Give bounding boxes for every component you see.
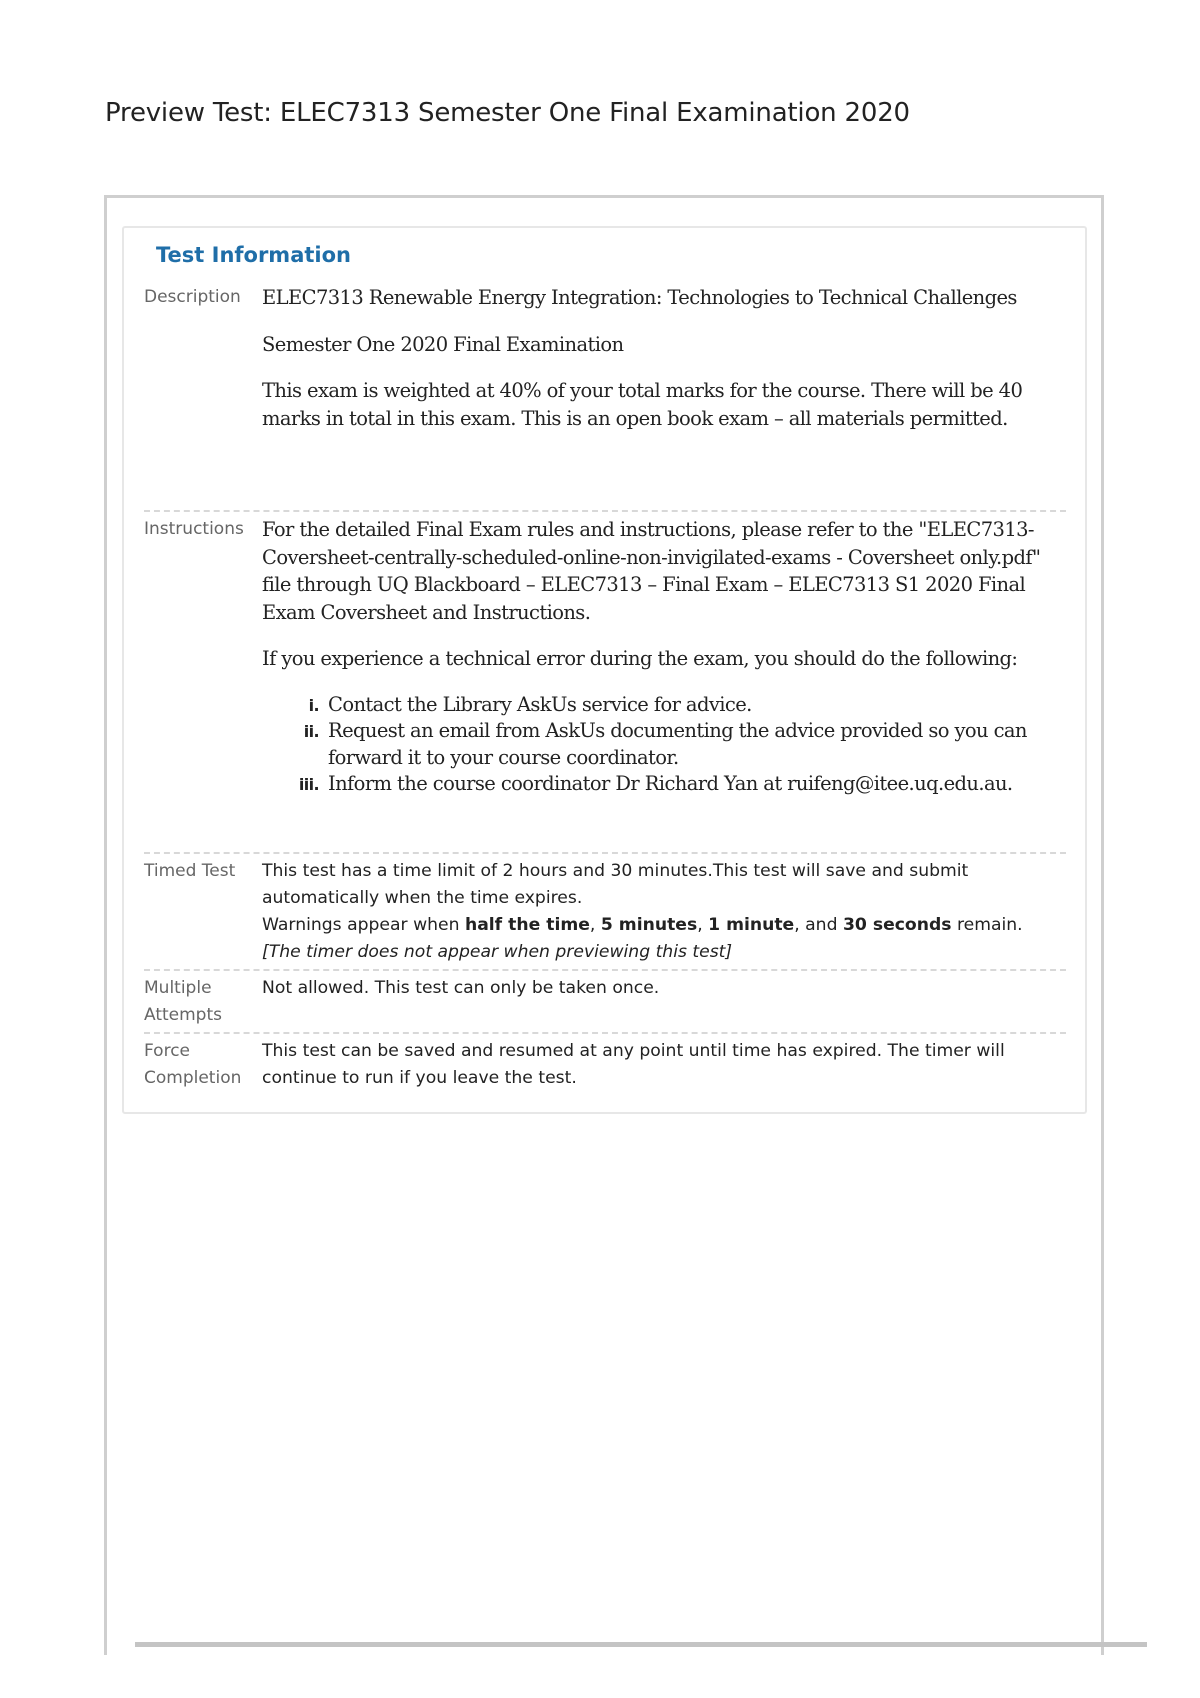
multiple-attempts-label: Multiple Attempts	[144, 978, 222, 1025]
timer-preview-note	[262, 939, 1062, 966]
warning-5-minutes: 5 minutes	[600, 915, 698, 935]
instructions-steps-list	[262, 692, 1062, 798]
warnings-prefix: Warnings appear when	[262, 915, 465, 935]
description-content	[262, 284, 1062, 451]
timed-test-label: Timed Test	[144, 861, 236, 881]
force-completion-text: This test can be saved and resumed at any point until time has expired. The timer will continue to run if you leave the test.	[262, 1041, 1005, 1088]
warning-30-seconds: 30 seconds	[842, 915, 952, 935]
warning-1-minute: 1 minute	[708, 915, 795, 935]
row-divider	[144, 969, 1066, 971]
multiple-attempts-text: Not allowed. This test can only be taken once.	[262, 978, 660, 998]
description-exam-name: Semester One 2020 Final Examination	[262, 332, 624, 356]
instructions-rules-paragraph: For the detailed Final Exam rules and instructions, please refer to the "ELEC7313-Coversheet-centrally-scheduled-online-non-invigilated-exams - Coversheet only.pdf" file through UQ Blackboard – ELEC7313 – Final Exam – ELEC7313 S1 2020 Final Exam Coversheet and Instructions.	[262, 518, 1041, 624]
list-item: ii. Request an email from AskUs documenting the advice provided so you can forward it to your course coordinator.	[324, 718, 1062, 771]
warnings-separator: ,	[589, 915, 601, 935]
page-title: Preview Test: ELEC7313 Semester One Final Examination 2020	[105, 98, 910, 128]
instructions-label: Instructions	[144, 519, 244, 539]
warnings-text	[262, 912, 1062, 939]
warning-half-time: half the time	[464, 915, 590, 935]
row-divider	[144, 1032, 1066, 1034]
warnings-separator: ,	[697, 915, 709, 935]
row-divider	[144, 852, 1066, 854]
test-information-heading: Test Information	[156, 243, 351, 267]
row-divider	[144, 510, 1066, 512]
description-label: Description	[144, 287, 241, 307]
instructions-content	[262, 516, 1062, 798]
force-completion-label: Force Completion	[144, 1041, 242, 1088]
time-limit-text: This test has a time limit of 2 hours and 30 minutes.This test will save and submit automatically when the time expires.	[262, 861, 969, 908]
timed-test-content	[262, 858, 1062, 966]
list-item: i. Contact the Library AskUs service for advice.	[324, 692, 1062, 719]
horizontal-scrollbar[interactable]	[135, 1642, 1147, 1647]
warnings-separator: , and	[794, 915, 843, 935]
timer-preview-note-text: [The timer does not appear when previewing this test]	[262, 942, 733, 962]
list-item: iii. Inform the course coordinator Dr Richard Yan at ruifeng@itee.uq.edu.au.	[324, 771, 1062, 798]
description-course-title: ELEC7313 Renewable Energy Integration: Technologies to Technical Challenges	[262, 286, 1017, 309]
warnings-suffix: remain.	[951, 915, 1023, 935]
description-weighting: This exam is weighted at 40% of your total marks for the course. There will be 40 marks in total in this exam. This is an open book exam – all materials permitted.	[262, 379, 1023, 430]
instructions-error-paragraph: If you experience a technical error during the exam, you should do the following:	[262, 647, 1018, 670]
